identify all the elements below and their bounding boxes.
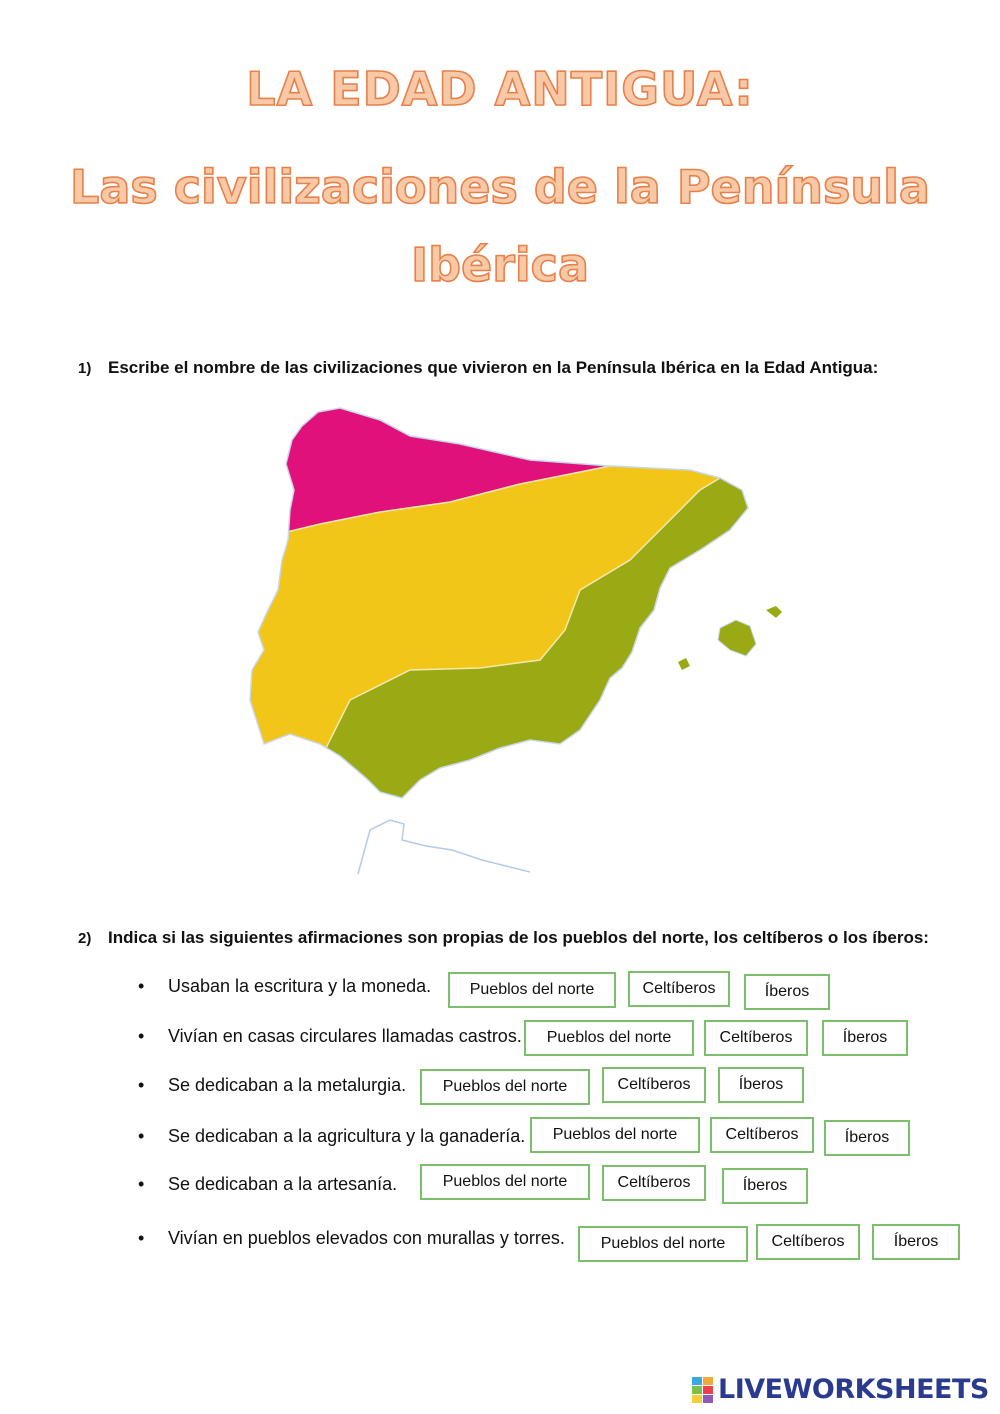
option-celtiberos[interactable]: Celtíberos: [602, 1165, 706, 1201]
liveworksheets-logo-icon: [692, 1377, 714, 1403]
map-island-menorca: [766, 606, 782, 618]
statement-text: Se dedicaban a la artesanía.: [168, 1174, 398, 1194]
question-2: [78, 928, 929, 948]
title-line-3: Ibérica: [410, 238, 589, 292]
option-pueblos-del-norte[interactable]: Pueblos del norte: [420, 1069, 590, 1105]
option-celtiberos[interactable]: Celtíberos: [756, 1224, 860, 1260]
question-1: [78, 358, 878, 378]
option-celtiberos[interactable]: Celtíberos: [704, 1020, 808, 1056]
bullet: •: [138, 1075, 145, 1095]
bullet: •: [138, 976, 145, 996]
question-1-number: 1): [78, 360, 92, 377]
bullet: •: [138, 1126, 145, 1146]
option-pueblos-del-norte[interactable]: Pueblos del norte: [524, 1020, 694, 1056]
option-pueblos-del-norte[interactable]: Pueblos del norte: [578, 1226, 748, 1262]
map-island-mallorca: [718, 620, 756, 656]
statement-text: Vivían en casas circulares llamadas castros.: [168, 1026, 522, 1046]
statement-text: Usaban la escritura y la moneda.: [168, 976, 432, 996]
question-1-text: Escribe el nombre de las civilizaciones que vivieron en la Península Ibérica en la Edad Antigua:: [108, 358, 879, 377]
option-pueblos-del-norte[interactable]: Pueblos del norte: [530, 1117, 700, 1153]
option-pueblos-del-norte[interactable]: Pueblos del norte: [448, 972, 616, 1008]
statement-text: Vivían en pueblos elevados con murallas y torres.: [168, 1228, 565, 1248]
option-iberos[interactable]: Íberos: [824, 1120, 910, 1156]
title-line-2: Las civilizaciones de la Península: [70, 160, 930, 214]
option-iberos[interactable]: Íberos: [744, 974, 830, 1010]
bullet: •: [138, 1026, 145, 1046]
liveworksheets-logo-text: LIVEWORKSHEETS: [718, 1374, 989, 1405]
option-iberos[interactable]: Íberos: [872, 1224, 960, 1260]
option-celtiberos[interactable]: Celtíberos: [710, 1117, 814, 1153]
option-iberos[interactable]: Íberos: [722, 1168, 808, 1204]
option-celtiberos[interactable]: Celtíberos: [602, 1067, 706, 1103]
option-iberos[interactable]: Íberos: [718, 1067, 804, 1103]
statement-text: Se dedicaban a la agricultura y la ganadería.: [168, 1126, 526, 1146]
question-2-number: 2): [78, 930, 92, 947]
bullet: •: [138, 1228, 145, 1248]
bullet: •: [138, 1174, 145, 1194]
option-pueblos-del-norte[interactable]: Pueblos del norte: [420, 1164, 590, 1200]
iberian-peninsula-map: [230, 400, 790, 880]
title-line-1: LA EDAD ANTIGUA:: [246, 62, 754, 116]
option-celtiberos[interactable]: Celtíberos: [628, 971, 730, 1007]
option-iberos[interactable]: Íberos: [822, 1020, 908, 1056]
question-2-text: Indica si las siguientes afirmaciones son propias de los pueblos del norte, los celtíberos o los íberos:: [108, 928, 929, 947]
statement-text: Se dedicaban a la metalurgia.: [168, 1075, 407, 1095]
map-north-africa-coast: [358, 820, 530, 874]
map-island-ibiza: [678, 658, 690, 670]
